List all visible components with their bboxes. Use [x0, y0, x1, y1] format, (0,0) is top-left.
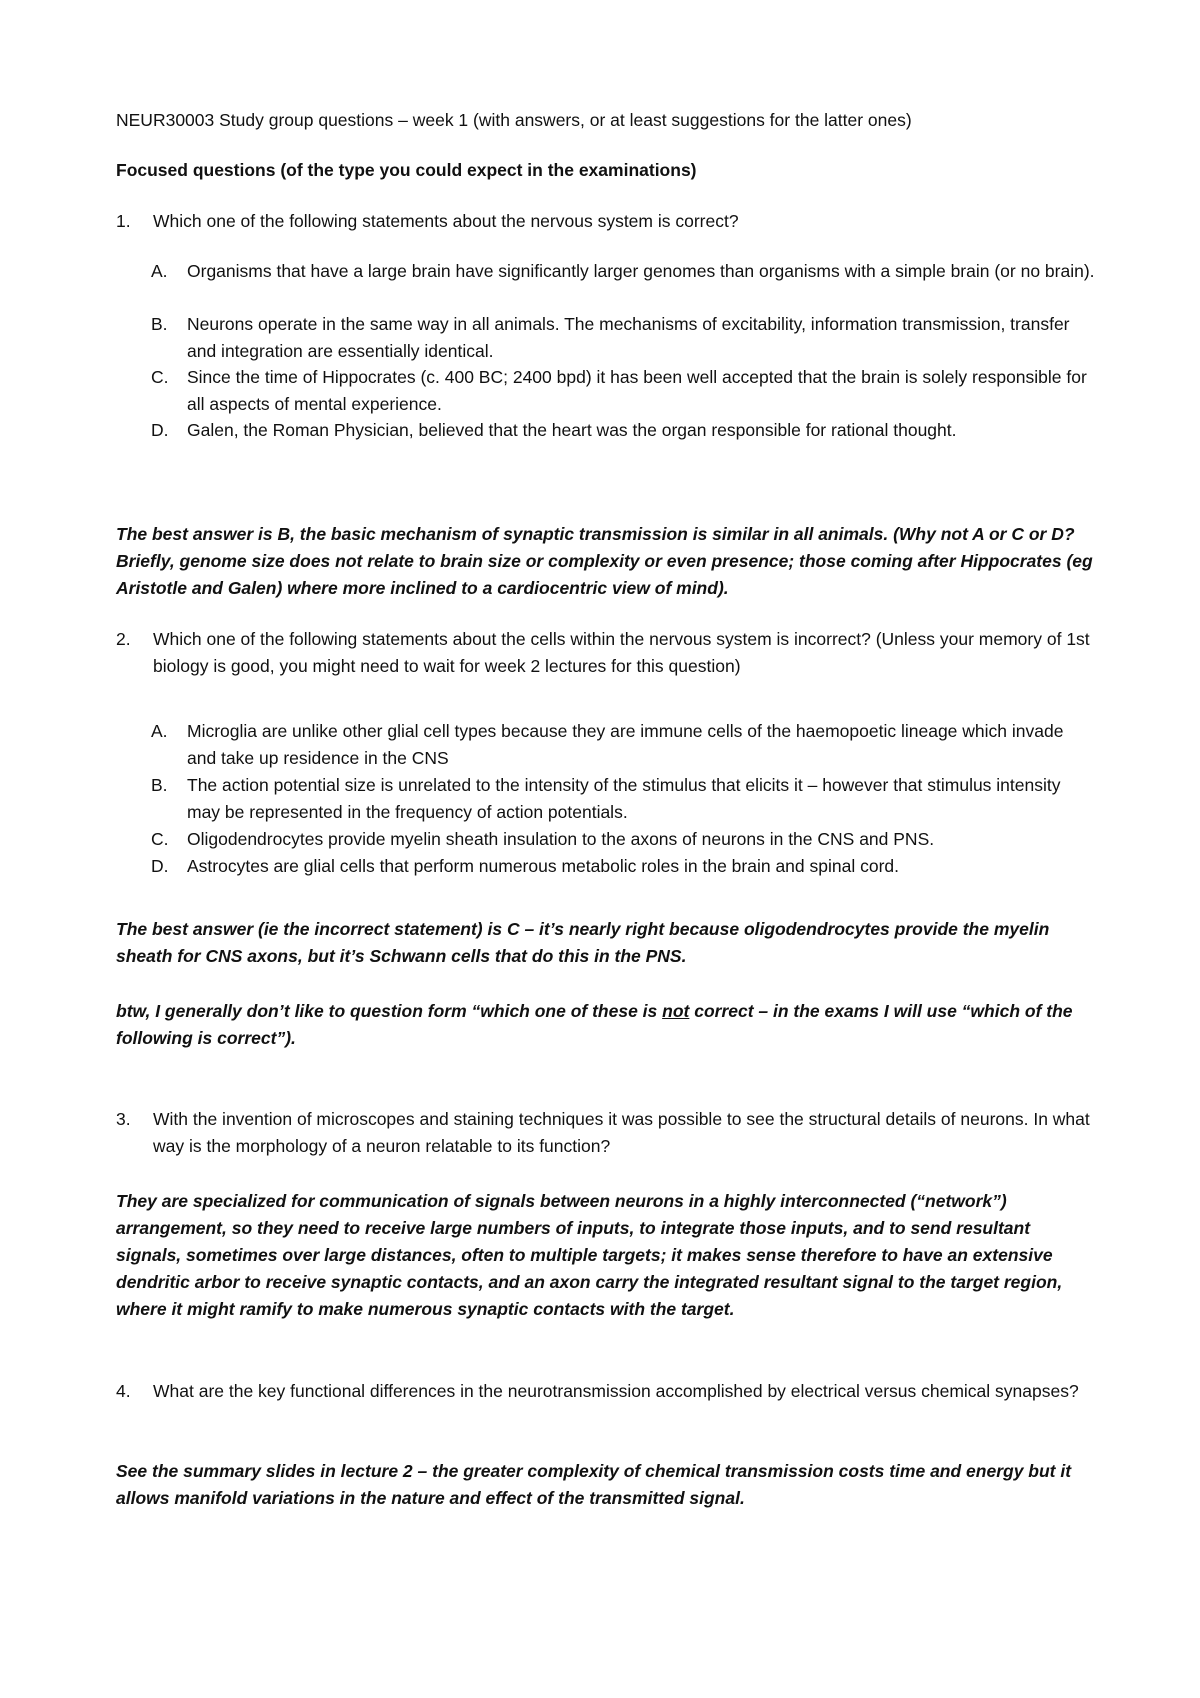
option-text: Astrocytes are glial cells that perform numerous metabolic roles in the brain and spinal cord.	[187, 856, 900, 876]
option-letter: B.	[151, 775, 168, 795]
note-underlined-word: not	[662, 1001, 690, 1021]
option-letter: C.	[151, 367, 169, 387]
question-text: With the invention of microscopes and staining techniques it was possible to see the structural details of neurons. In what way is the morphology of a neuron relatable to its function?	[153, 1109, 1090, 1156]
question-text: Which one of the following statements about the cells within the nervous system is incorrect? (Unless your memory of 1st biology is good, you might need to wait for week 2 lectures for this question)	[153, 629, 1090, 676]
question-text: What are the key functional differences in the neurotransmission accomplished by electrical versus chemical synapses?	[153, 1381, 1079, 1401]
question-number: 3.	[116, 1109, 131, 1129]
option-text: Neurons operate in the same way in all animals. The mechanisms of excitability, information transmission, transfer and integration are essentially identical.	[187, 314, 1070, 361]
option-text: Organisms that have a large brain have significantly larger genomes than organisms with a simple brain (or no brain).	[187, 261, 1095, 281]
option-letter: A.	[151, 261, 168, 281]
option-letter: B.	[151, 314, 168, 334]
question-text: Which one of the following statements about the nervous system is correct?	[153, 211, 739, 231]
question-number: 1.	[116, 211, 131, 231]
option-text: The action potential size is unrelated to the intensity of the stimulus that elicits it – however that stimulus intensity may be represented in the frequency of action potentials.	[187, 775, 1061, 822]
option-text: Galen, the Roman Physician, believed that the heart was the organ responsible for rational thought.	[187, 420, 957, 440]
answer-3: They are specialized for communication of signals between neurons in a highly interconnected (“network”) arrangement, so they need to receive large numbers of inputs, to integrate those inputs, and to send resultant signals, sometimes over large distances, often to multiple targets; it makes sense therefore to have an extensive dendritic arbor to receive synaptic contacts, and an axon carry the integrated resultant signal to the target region, where it might ramify to make numerous synaptic contacts with the target.	[116, 1191, 1063, 1319]
option-letter: C.	[151, 829, 169, 849]
option-letter: A.	[151, 721, 168, 741]
option-text: Oligodendrocytes provide myelin sheath insulation to the axons of neurons in the CNS and PNS.	[187, 829, 935, 849]
document-title: NEUR30003 Study group questions – week 1 (with answers, or at least suggestions for the latter ones)	[116, 110, 912, 130]
option-letter: D.	[151, 856, 169, 876]
answer-1: The best answer is B, the basic mechanism of synaptic transmission is similar in all animals. (Why not A or C or D? Briefly, genome size does not relate to brain size or complexity or even presence; those coming after Hippocrates (eg Aristotle and Galen) where more inclined to a cardiocentric view of mind).	[116, 524, 1093, 598]
option-text: Since the time of Hippocrates (c. 400 BC; 2400 bpd) it has been well accepted that the brain is solely responsible for all aspects of mental experience.	[187, 367, 1087, 414]
option-text: Microglia are unlike other glial cell types because they are immune cells of the haemopoetic lineage which invade and take up residence in the CNS	[187, 721, 1064, 768]
note-text: btw, I generally don’t like to question form “which one of these is	[116, 1001, 663, 1021]
question-number: 2.	[116, 629, 131, 649]
note-2	[116, 998, 1096, 1052]
answer-4: See the summary slides in lecture 2 – the greater complexity of chemical transmission costs time and energy but it allows manifold variations in the nature and effect of the transmitted signal.	[116, 1461, 1072, 1508]
note-text: correct – in the exams I will use “which of the following is correct”).	[116, 1001, 1073, 1048]
option-letter: D.	[151, 420, 169, 440]
section-heading: Focused questions (of the type you could expect in the examinations)	[116, 160, 697, 180]
question-number: 4.	[116, 1381, 131, 1401]
answer-2: The best answer (ie the incorrect statement) is C – it’s nearly right because oligodendrocytes provide the myelin sheath for CNS axons, but it’s Schwann cells that do this in the PNS.	[116, 919, 1050, 966]
